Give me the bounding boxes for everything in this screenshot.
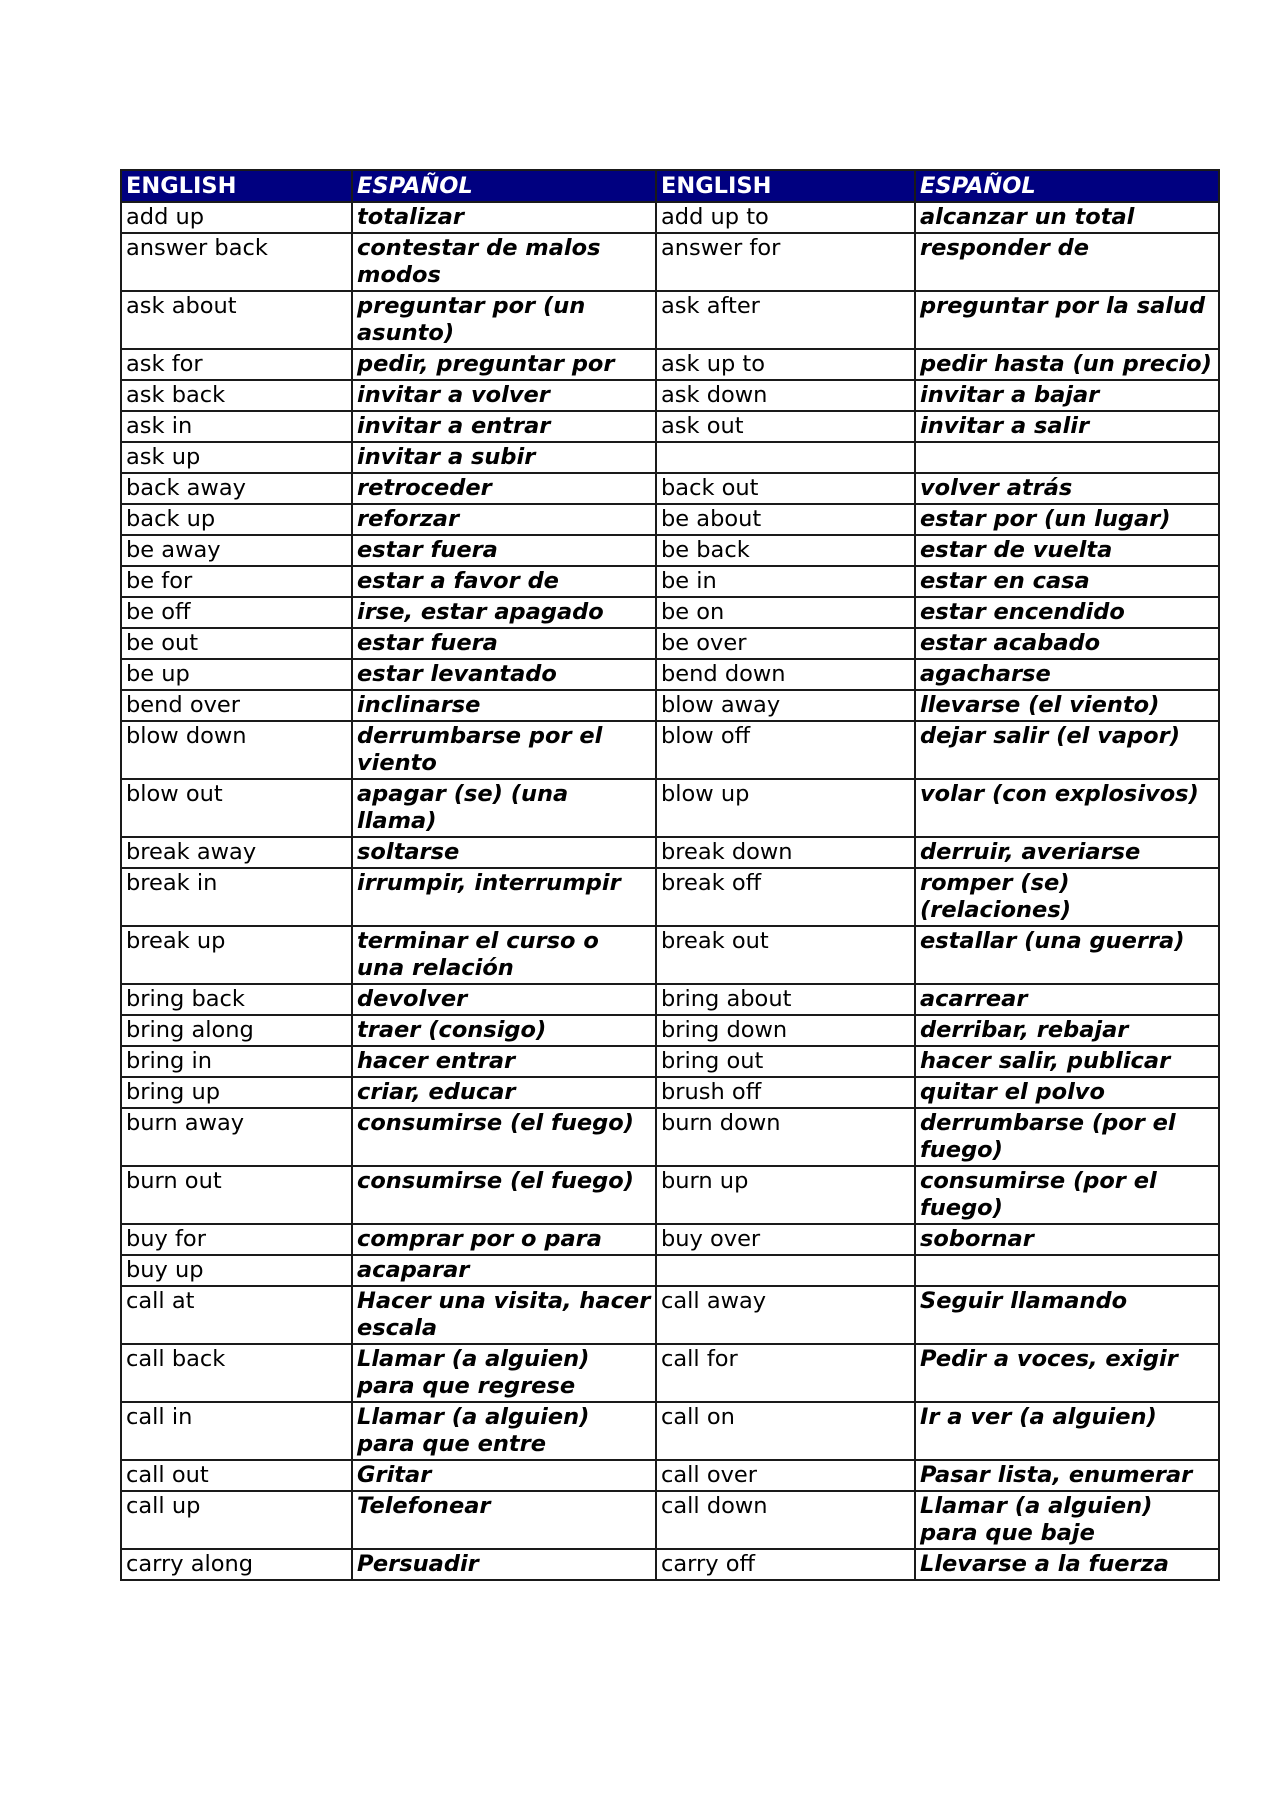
english-verb-cell — [656, 442, 915, 473]
spanish-translation-cell — [915, 442, 1219, 473]
spanish-translation-cell: pedir hasta (un precio) — [915, 349, 1219, 380]
table-row — [121, 202, 1219, 233]
english-verb-cell: back away — [121, 473, 352, 504]
table-row — [121, 535, 1219, 566]
table-row — [121, 291, 1219, 349]
table-row — [121, 1077, 1219, 1108]
english-verb-cell: break in — [121, 868, 352, 926]
table-row — [121, 690, 1219, 721]
english-verb-cell: burn down — [656, 1108, 915, 1166]
header-row — [121, 170, 1219, 202]
spanish-translation-cell: hacer salir, publicar — [915, 1046, 1219, 1077]
table-row — [121, 868, 1219, 926]
english-verb-cell: be over — [656, 628, 915, 659]
spanish-translation-cell: alcanzar un total — [915, 202, 1219, 233]
spanish-translation-cell: contestar de malos modos — [352, 233, 656, 291]
spanish-translation-cell: irrumpir, interrumpir — [352, 868, 656, 926]
english-verb-cell: be off — [121, 597, 352, 628]
spanish-translation-cell: traer (consigo) — [352, 1015, 656, 1046]
table-row — [121, 380, 1219, 411]
english-verb-cell: bring down — [656, 1015, 915, 1046]
table-row — [121, 1460, 1219, 1491]
table-row — [121, 1255, 1219, 1286]
header-english-2: ENGLISH — [656, 170, 915, 202]
table-row — [121, 659, 1219, 690]
spanish-translation-cell: estar de vuelta — [915, 535, 1219, 566]
spanish-translation-cell: quitar el polvo — [915, 1077, 1219, 1108]
english-verb-cell: answer back — [121, 233, 352, 291]
english-verb-cell: break off — [656, 868, 915, 926]
table-row — [121, 566, 1219, 597]
english-verb-cell: break up — [121, 926, 352, 984]
spanish-translation-cell: reforzar — [352, 504, 656, 535]
spanish-translation-cell: responder de — [915, 233, 1219, 291]
english-verb-cell: burn away — [121, 1108, 352, 1166]
spanish-translation-cell: derribar, rebajar — [915, 1015, 1219, 1046]
spanish-translation-cell: apagar (se) (una llama) — [352, 779, 656, 837]
english-verb-cell: be in — [656, 566, 915, 597]
table-row — [121, 473, 1219, 504]
english-verb-cell: ask for — [121, 349, 352, 380]
spanish-translation-cell: Seguir llamando — [915, 1286, 1219, 1344]
english-verb-cell: call down — [656, 1491, 915, 1549]
english-verb-cell: bring up — [121, 1077, 352, 1108]
table-body — [121, 202, 1219, 1580]
header-english-1: ENGLISH — [121, 170, 352, 202]
spanish-translation-cell: llevarse (el viento) — [915, 690, 1219, 721]
english-verb-cell: call over — [656, 1460, 915, 1491]
english-verb-cell: break out — [656, 926, 915, 984]
english-verb-cell: call up — [121, 1491, 352, 1549]
spanish-translation-cell: invitar a volver — [352, 380, 656, 411]
english-verb-cell: be back — [656, 535, 915, 566]
english-verb-cell: call back — [121, 1344, 352, 1402]
phrasal-verbs-table — [120, 169, 1220, 1581]
spanish-translation-cell: acaparar — [352, 1255, 656, 1286]
spanish-translation-cell: derrumbarse (por el fuego) — [915, 1108, 1219, 1166]
table-row — [121, 1286, 1219, 1344]
spanish-translation-cell: Pedir a voces, exigir — [915, 1344, 1219, 1402]
spanish-translation-cell: Telefonear — [352, 1491, 656, 1549]
english-verb-cell: be about — [656, 504, 915, 535]
english-verb-cell: burn up — [656, 1166, 915, 1224]
spanish-translation-cell — [915, 1255, 1219, 1286]
header-espanol-1: ESPAÑOL — [352, 170, 656, 202]
english-verb-cell: call at — [121, 1286, 352, 1344]
english-verb-cell: bring about — [656, 984, 915, 1015]
english-verb-cell: back up — [121, 504, 352, 535]
table-row — [121, 1046, 1219, 1077]
table-row — [121, 1108, 1219, 1166]
header-espanol-2: ESPAÑOL — [915, 170, 1219, 202]
english-verb-cell: carry off — [656, 1549, 915, 1580]
table-row — [121, 1344, 1219, 1402]
table-row — [121, 1402, 1219, 1460]
english-verb-cell: call out — [121, 1460, 352, 1491]
english-verb-cell: blow off — [656, 721, 915, 779]
english-verb-cell: blow up — [656, 779, 915, 837]
english-verb-cell: be for — [121, 566, 352, 597]
spanish-translation-cell: invitar a entrar — [352, 411, 656, 442]
spanish-translation-cell: Persuadir — [352, 1549, 656, 1580]
spanish-translation-cell: acarrear — [915, 984, 1219, 1015]
spanish-translation-cell: invitar a bajar — [915, 380, 1219, 411]
english-verb-cell: bring out — [656, 1046, 915, 1077]
spanish-translation-cell: consumirse (por el fuego) — [915, 1166, 1219, 1224]
table-row — [121, 1549, 1219, 1580]
spanish-translation-cell: terminar el curso o una relación — [352, 926, 656, 984]
table-row — [121, 442, 1219, 473]
english-verb-cell: ask in — [121, 411, 352, 442]
english-verb-cell: blow out — [121, 779, 352, 837]
english-verb-cell: add up to — [656, 202, 915, 233]
english-verb-cell: buy up — [121, 1255, 352, 1286]
english-verb-cell: break down — [656, 837, 915, 868]
spanish-translation-cell: Ir a ver (a alguien) — [915, 1402, 1219, 1460]
spanish-translation-cell: inclinarse — [352, 690, 656, 721]
english-verb-cell: blow down — [121, 721, 352, 779]
english-verb-cell: answer for — [656, 233, 915, 291]
spanish-translation-cell: Llevarse a la fuerza — [915, 1549, 1219, 1580]
spanish-translation-cell: consumirse (el fuego) — [352, 1108, 656, 1166]
english-verb-cell: bend down — [656, 659, 915, 690]
table-row — [121, 411, 1219, 442]
spanish-translation-cell: Hacer una visita, hacer escala — [352, 1286, 656, 1344]
table-row — [121, 233, 1219, 291]
table-row — [121, 504, 1219, 535]
english-verb-cell: carry along — [121, 1549, 352, 1580]
table-header — [121, 170, 1219, 202]
english-verb-cell: call on — [656, 1402, 915, 1460]
table-row — [121, 1166, 1219, 1224]
english-verb-cell: buy for — [121, 1224, 352, 1255]
english-verb-cell: add up — [121, 202, 352, 233]
spanish-translation-cell: estar a favor de — [352, 566, 656, 597]
english-verb-cell: bring in — [121, 1046, 352, 1077]
english-verb-cell: brush off — [656, 1077, 915, 1108]
english-verb-cell: call in — [121, 1402, 352, 1460]
table-row — [121, 628, 1219, 659]
english-verb-cell: be out — [121, 628, 352, 659]
spanish-translation-cell: totalizar — [352, 202, 656, 233]
spanish-translation-cell: preguntar por (un asunto) — [352, 291, 656, 349]
english-verb-cell — [656, 1255, 915, 1286]
spanish-translation-cell: retroceder — [352, 473, 656, 504]
english-verb-cell: ask up to — [656, 349, 915, 380]
spanish-translation-cell: Llamar (a alguien) para que baje — [915, 1491, 1219, 1549]
spanish-translation-cell: irse, estar apagado — [352, 597, 656, 628]
table-row — [121, 779, 1219, 837]
spanish-translation-cell: estar encendido — [915, 597, 1219, 628]
spanish-translation-cell: devolver — [352, 984, 656, 1015]
spanish-translation-cell: agacharse — [915, 659, 1219, 690]
english-verb-cell: ask after — [656, 291, 915, 349]
spanish-translation-cell: invitar a subir — [352, 442, 656, 473]
english-verb-cell: ask up — [121, 442, 352, 473]
table-row — [121, 597, 1219, 628]
table-row — [121, 349, 1219, 380]
table-row — [121, 1015, 1219, 1046]
spanish-translation-cell: Gritar — [352, 1460, 656, 1491]
spanish-translation-cell: derruir, averiarse — [915, 837, 1219, 868]
english-verb-cell: bring along — [121, 1015, 352, 1046]
english-verb-cell: ask out — [656, 411, 915, 442]
spanish-translation-cell: volar (con explosivos) — [915, 779, 1219, 837]
table-row — [121, 1224, 1219, 1255]
english-verb-cell: back out — [656, 473, 915, 504]
table-row — [121, 721, 1219, 779]
spanish-translation-cell: romper (se) (relaciones) — [915, 868, 1219, 926]
spanish-translation-cell: sobornar — [915, 1224, 1219, 1255]
spanish-translation-cell: Llamar (a alguien) para que entre — [352, 1402, 656, 1460]
spanish-translation-cell: Pasar lista, enumerar — [915, 1460, 1219, 1491]
spanish-translation-cell: dejar salir (el vapor) — [915, 721, 1219, 779]
english-verb-cell: bend over — [121, 690, 352, 721]
spanish-translation-cell: estar levantado — [352, 659, 656, 690]
spanish-translation-cell: volver atrás — [915, 473, 1219, 504]
spanish-translation-cell: derrumbarse por el viento — [352, 721, 656, 779]
spanish-translation-cell: pedir, preguntar por — [352, 349, 656, 380]
english-verb-cell: be up — [121, 659, 352, 690]
spanish-translation-cell: estar fuera — [352, 628, 656, 659]
spanish-translation-cell: estar en casa — [915, 566, 1219, 597]
spanish-translation-cell: invitar a salir — [915, 411, 1219, 442]
spanish-translation-cell: consumirse (el fuego) — [352, 1166, 656, 1224]
english-verb-cell: be on — [656, 597, 915, 628]
english-verb-cell: ask down — [656, 380, 915, 411]
table-row — [121, 984, 1219, 1015]
spanish-translation-cell: preguntar por la salud — [915, 291, 1219, 349]
spanish-translation-cell: soltarse — [352, 837, 656, 868]
english-verb-cell: blow away — [656, 690, 915, 721]
english-verb-cell: bring back — [121, 984, 352, 1015]
table-row — [121, 926, 1219, 984]
english-verb-cell: be away — [121, 535, 352, 566]
english-verb-cell: burn out — [121, 1166, 352, 1224]
english-verb-cell: ask back — [121, 380, 352, 411]
english-verb-cell: call for — [656, 1344, 915, 1402]
spanish-translation-cell: criar, educar — [352, 1077, 656, 1108]
spanish-translation-cell: comprar por o para — [352, 1224, 656, 1255]
table-row — [121, 1491, 1219, 1549]
spanish-translation-cell: estar acabado — [915, 628, 1219, 659]
spanish-translation-cell: hacer entrar — [352, 1046, 656, 1077]
english-verb-cell: ask about — [121, 291, 352, 349]
english-verb-cell: break away — [121, 837, 352, 868]
english-verb-cell: call away — [656, 1286, 915, 1344]
spanish-translation-cell: Llamar (a alguien) para que regrese — [352, 1344, 656, 1402]
spanish-translation-cell: estar por (un lugar) — [915, 504, 1219, 535]
english-verb-cell: buy over — [656, 1224, 915, 1255]
table-row — [121, 837, 1219, 868]
spanish-translation-cell: estar fuera — [352, 535, 656, 566]
spanish-translation-cell: estallar (una guerra) — [915, 926, 1219, 984]
